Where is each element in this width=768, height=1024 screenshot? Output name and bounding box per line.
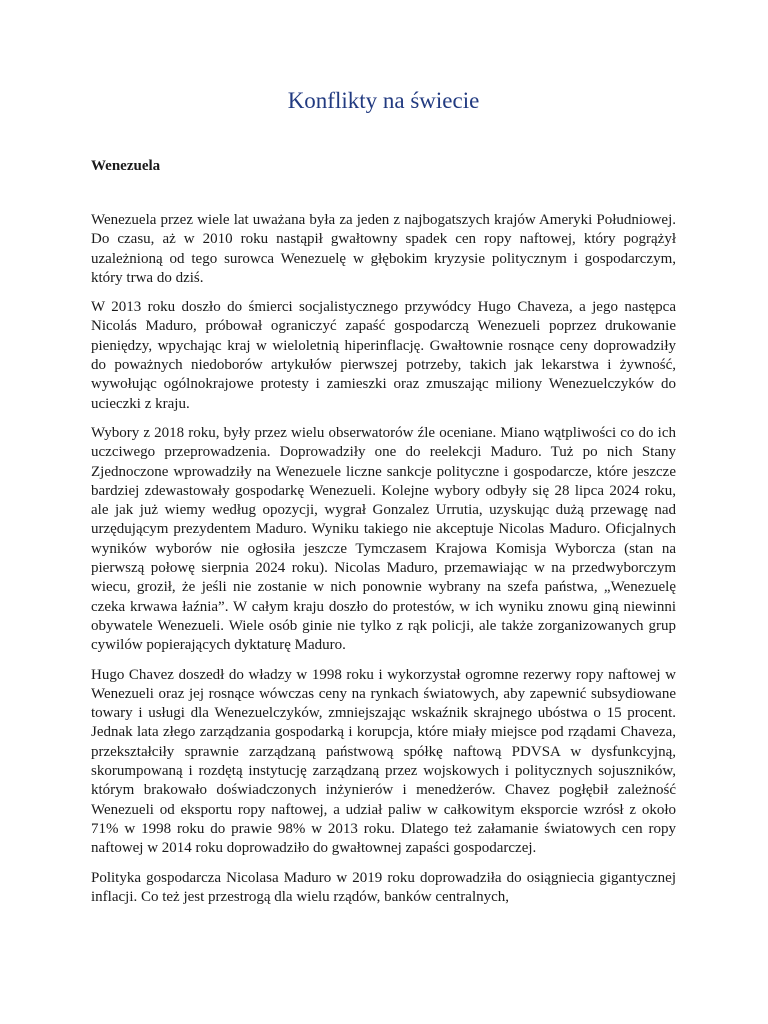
document-page bbox=[91, 0, 676, 1024]
paragraph: Polityka gospodarcza Nicolasa Maduro w 2019 roku doprowadziła do osiągniecia gigantycznej inflacji. Co też jest przestrogą dla wielu rządów, banków centralnych, bbox=[91, 869, 676, 905]
paragraph: W 2013 roku doszło do śmierci socjalistycznego przywódcy Hugo Chaveza, a jego następca Nicolás Maduro, próbował ograniczyć zapaść gospodarczą Wenezueli poprzez drukowanie pieniędzy, wpychając kraj w wieloletnią hiperinflację. Gwałtownie rosnące ceny doprowadziły do poważnych niedoborów artykułów pierwszej potrzeby, takich jak lekarstwa i żywność, wywołując ogólnokrajowe protesty i zamieszki oraz zmuszając miliony Wenezuelczyków do ucieczki z kraju. bbox=[91, 299, 676, 412]
document-body bbox=[91, 211, 676, 917]
section-heading: Wenezuela bbox=[91, 158, 161, 174]
paragraph: Hugo Chavez doszedł do władzy w 1998 roku i wykorzystał ogromne rezerwy ropy naftowej w Wenezueli oraz jej rosnące wówczas ceny na rynkach światowych, aby zapewnić subsydiowane towary i usługi dla Wenezuelczyków, zmniejszając wskaźnik skrajnego ubóstwa o 15 procent. Jednak lata złego zarządzania gospodarką i korupcja, które miały miejsce pod rządami Chaveza, przekształciły sprawnie zarządzaną państwową spółkę naftową PDVSA w dysfunkcyjną, skorumpowaną i rozdętą instytucję zarządzaną przez wojskowych i politycznych sojuszników, którym brakowało doświadczonych inżynierów i menedżerów. Chavez pogłębił zależność Wenezueli od eksportu ropy naftowej, a udział paliw w całkowitym eksporcie wzrósł z około 71% w 1998 roku do prawie 98% w 2013 roku. Dlatego też załamanie światowych cen ropy naftowej w 2014 roku doprowadziło do gwałtownej zapaści gospodarczej. bbox=[91, 666, 676, 857]
paragraph: Wybory z 2018 roku, były przez wielu obserwatorów źle oceniane. Miano wątpliwości co do ich uczciwego przeprowadzenia. Doprowadziły one do reelekcji Maduro. Tuż po nich Stany Zjednoczone wprowadziły na Wenezuele liczne sankcje polityczne i gospodarcze, które jeszcze bardziej zdewastowały gospodarkę Wenezueli. Kolejne wybory odbyły się 28 lipca 2024 roku, ale jak już wiemy według opozycji, wygrał Gonzalez Urrutia, uzyskując dużą przewagę nad urzędującym prezydentem Maduro. Wyniku takiego nie akceptuje Nicolas Maduro. Oficjalnych wyników wyborów nie ogłosiła jeszcze Tymczasem Krajowa Komisja Wyborcza (stan na pierwszą połowę sierpnia 2024 roku). Nicolas Maduro, przemawiając w na przedwyborczym wiecu, groził, że jeśli nie zostanie w nich ponownie wybrany na szefa państwa, „Wenezuelę czeka krwawa łaźnia”. W całym kraju doszło do protestów, w ich wyniku znowu giną niewinni obywatele Wenezueli. Wiele osób ginie nie tylko z rąk policji, ale także zorganizowanych grup cywilów popierających dyktaturę Maduro. bbox=[91, 424, 676, 654]
paragraph: Wenezuela przez wiele lat uważana była za jeden z najbogatszych krajów Ameryki Południowej. Do czasu, aż w 2010 roku nastąpił gwałtowny spadek cen ropy naftowej, który pogrążył uzależnioną od tego surowca Wenezuelę w głębokim kryzysie politycznym i gospodarczym, który trwa do dziś. bbox=[91, 212, 676, 286]
document-title: Konflikty na świecie bbox=[287, 88, 480, 113]
